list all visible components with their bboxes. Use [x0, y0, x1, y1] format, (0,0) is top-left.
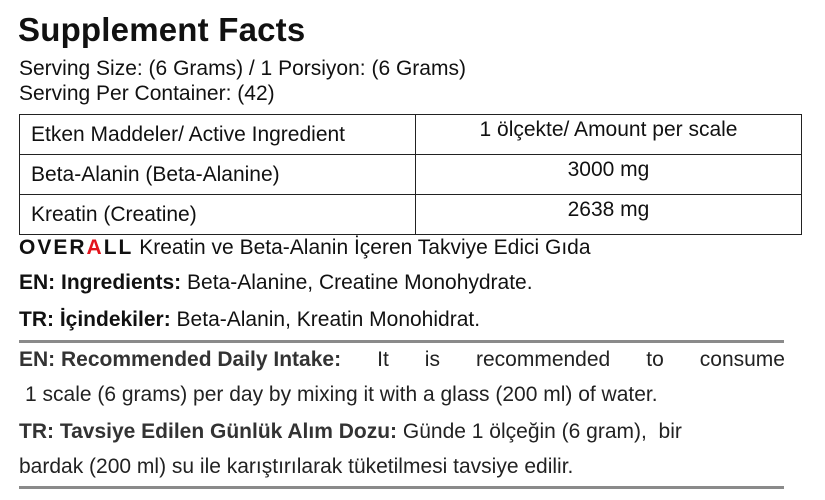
table-header-amount: 1 ölçekte/ Amount per scale	[416, 115, 802, 155]
ingredients-en	[19, 271, 533, 295]
intake-tr-line2: bardak (200 ml) su ile karıştırılarak tüketilmesi tavsiye edilir.	[19, 455, 574, 478]
intake-word: to	[646, 348, 664, 371]
table-cell-amount: 2638 mg	[416, 195, 802, 235]
intake-tr-line1	[19, 420, 785, 444]
divider	[19, 340, 784, 343]
table-row	[20, 195, 802, 235]
ingredients-tr-label: TR: İçindekiler:	[19, 308, 171, 331]
table-cell-amount: 3000 mg	[416, 155, 802, 195]
intake-tr-text: Günde 1 ölçeğin (6 gram), bir	[402, 420, 682, 443]
ingredients-tr	[19, 308, 480, 332]
brand-logo: OVERALL	[19, 236, 134, 259]
intake-en-line2: 1 scale (6 grams) per day by mixing it with a glass (200 ml) of water.	[25, 383, 658, 406]
table-cell-ingredient: Beta-Alanin (Beta-Alanine)	[20, 155, 416, 195]
table-cell-ingredient: Kreatin (Creatine)	[20, 195, 416, 235]
table-header-row	[20, 115, 802, 155]
ingredients-en-label: EN: Ingredients:	[19, 271, 182, 294]
table-header-ingredient: Etken Maddeler/ Active Ingredient	[20, 115, 416, 155]
serving-per-container: Serving Per Container: (42)	[19, 82, 275, 105]
intake-word: is	[424, 348, 440, 371]
intake-tr-label: TR: Tavsiye Edilen Günlük Alım Dozu:	[19, 420, 398, 443]
supplement-facts-title: Supplement Facts	[18, 11, 306, 48]
intake-word: recommended	[475, 348, 611, 371]
intake-word: It	[377, 348, 389, 371]
ingredients-en-text: Beta-Alanine, Creatine Monohydrate.	[187, 271, 533, 294]
brand-line	[19, 236, 591, 260]
brand-tagline: Kreatin ve Beta-Alanin İçeren Takviye Edici Gıda	[139, 236, 591, 259]
intake-en-line1	[19, 348, 785, 372]
divider	[19, 486, 784, 489]
serving-size: Serving Size: (6 Grams) / 1 Porsiyon: (6 Grams)	[19, 57, 466, 80]
facts-table	[19, 114, 802, 235]
ingredients-tr-text: Beta-Alanin, Kreatin Monohidrat.	[176, 308, 481, 331]
intake-word: consume	[699, 348, 785, 371]
intake-en-label: EN: Recommended Daily Intake:	[19, 348, 342, 371]
table-row	[20, 155, 802, 195]
